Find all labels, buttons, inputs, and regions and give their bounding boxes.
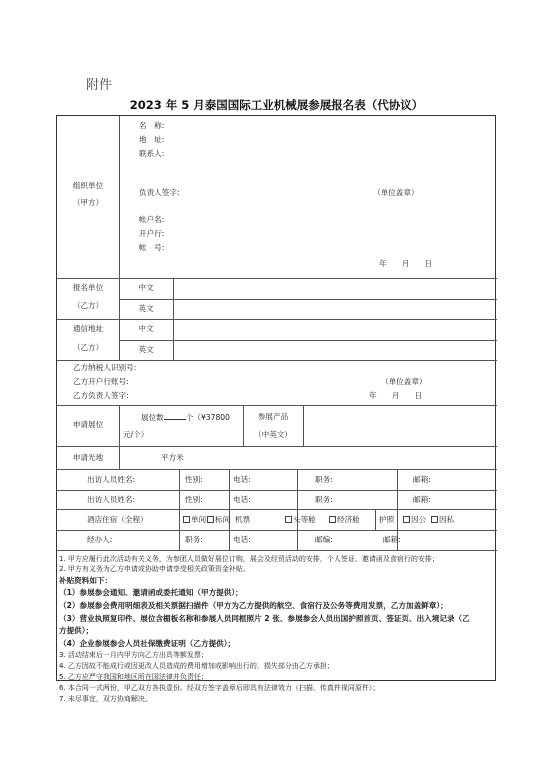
hotel-label: 酒店住宿（全程） xyxy=(87,515,148,524)
party-b-seal: （单位盖章） xyxy=(381,377,427,386)
addr-en-label: 英文 xyxy=(138,345,154,354)
term-3: 3. 活动结束后一月内甲方向乙方出具等额发票； xyxy=(59,651,208,659)
handler-position[interactable]: 职务: xyxy=(185,535,203,544)
visitor-1-phone[interactable]: 电话: xyxy=(233,475,251,484)
visitor-2-email[interactable]: 邮箱: xyxy=(413,495,431,504)
single-room-option[interactable] xyxy=(183,516,206,525)
party-b-bank-field[interactable]: 乙方开户行账号: xyxy=(73,377,129,386)
party-a-address-field[interactable]: 地 址: xyxy=(139,135,165,144)
bare-space-unit: 平方米 xyxy=(161,453,184,462)
party-b-signer-field[interactable]: 乙方负责人签字: xyxy=(73,391,129,400)
form-title: 2023 年 5 月泰国国际工业机械展参展报名表（代协议） xyxy=(129,98,424,112)
party-b-reg-label: 报名单位 xyxy=(72,283,104,292)
booth-count-blank[interactable] xyxy=(164,413,186,420)
visitor-2-name[interactable]: 出访人员姓名: xyxy=(87,495,136,504)
party-a-role: （甲方） xyxy=(72,198,104,207)
subsidy-heading: 补贴资料如下： xyxy=(59,576,113,585)
registration-form-table xyxy=(56,115,496,703)
public-passport-checkbox[interactable] xyxy=(403,516,410,523)
party-b-tax-id-field[interactable]: 乙方纳税人识别号: xyxy=(73,363,137,372)
visitor-2-position[interactable]: 职务: xyxy=(315,495,333,504)
passport-label: 护照 xyxy=(379,515,395,524)
booth-count-prefix: 展位数 xyxy=(141,413,164,422)
visitor-1-name[interactable]: 出访人员姓名: xyxy=(87,475,136,484)
standard-room-option[interactable] xyxy=(207,516,230,525)
visitor-1-gender[interactable]: 性别: xyxy=(185,475,203,484)
attachment-label: 附件 xyxy=(86,78,113,93)
standard-room-label: 标间 xyxy=(215,515,231,524)
subsidy-item-1: （1）参展参会通知、邀请函或委托通知（甲方提供）； xyxy=(59,588,243,597)
party-a-seal: （单位盖章） xyxy=(373,188,419,197)
ticket-label: 机票 xyxy=(235,515,251,524)
term-4: 4. 乙方因故不能成行或因更改人员造成的费用增加或影响出行的，损失部分由乙方承担； xyxy=(59,662,334,670)
subsidy-item-3: （3）营业执照复印件、展位含楣板名称和参展人员同框照片 2 张、参展参会人员出国护照首页、签证页、出入境记录（乙 xyxy=(59,614,470,623)
reg-zh-label: 中文 xyxy=(138,283,154,292)
handler-field[interactable]: 经办人: xyxy=(87,535,113,544)
party-a-signer-field[interactable]: 负责人签字: xyxy=(139,188,180,197)
addr-zh-label: 中文 xyxy=(138,324,154,333)
handler-postcode[interactable]: 邮编: xyxy=(315,535,333,544)
private-passport-checkbox[interactable] xyxy=(431,516,438,523)
private-passport-label: 因私 xyxy=(439,515,455,524)
booth-count-field[interactable] xyxy=(141,413,230,423)
party-a-date[interactable]: 年 月 日 xyxy=(379,259,433,268)
visitor-1-position[interactable]: 职务: xyxy=(315,475,333,484)
public-passport-option[interactable] xyxy=(403,516,426,525)
party-a-label: 组织单位 xyxy=(72,181,104,190)
term-5: 5. 乙方应严守我国和地区所在国法律并负责任； xyxy=(59,673,208,681)
bare-space-label: 申请光地 xyxy=(72,453,104,462)
economy-option[interactable] xyxy=(329,516,360,525)
economy-checkbox[interactable] xyxy=(329,516,336,523)
subsidy-item-3-cont: 方提供）； xyxy=(59,626,94,635)
handler-phone[interactable]: 电话: xyxy=(233,535,251,544)
party-b-addr-role: （乙方） xyxy=(72,343,104,352)
term-2: 2. 甲方有义务为乙方申请或协助申请享受相关政策资金补贴。 xyxy=(59,565,250,573)
visitor-2-phone[interactable]: 电话: xyxy=(233,495,251,504)
standard-room-checkbox[interactable] xyxy=(207,516,214,523)
handler-email[interactable]: 邮箱: xyxy=(383,535,401,544)
visitor-1-email[interactable]: 邮箱: xyxy=(413,475,431,484)
private-passport-option[interactable] xyxy=(431,516,454,525)
reg-en-label: 英文 xyxy=(138,304,154,313)
party-b-date[interactable]: 年 月 日 xyxy=(369,391,423,400)
party-b-reg-role: （乙方） xyxy=(72,301,104,310)
public-passport-label: 因公 xyxy=(411,515,427,524)
booth-label: 申请展位 xyxy=(72,420,104,429)
first-class-checkbox[interactable] xyxy=(285,516,292,523)
booth-count-suffix: 个（¥37800 xyxy=(185,413,230,422)
first-class-label: 头等舱 xyxy=(293,515,316,524)
party-a-account-no-field[interactable]: 帐 号: xyxy=(139,243,165,252)
products-label: 参展产品 xyxy=(257,412,289,421)
subsidy-item-2: （2）参展参会费用明细表及相关票据扫描件（甲方为乙方提供的航空、食宿行及公务等费用发票，乙方加盖鲜章）； xyxy=(59,601,448,610)
single-room-label: 单间 xyxy=(191,515,207,524)
party-a-name-field[interactable]: 名 称: xyxy=(139,121,165,130)
visitor-2-gender[interactable]: 性别: xyxy=(185,495,203,504)
booth-price-unit: 元/个） xyxy=(123,430,149,439)
single-room-checkbox[interactable] xyxy=(183,516,190,523)
first-class-option[interactable] xyxy=(285,516,316,525)
party-a-contact-field[interactable]: 联系人: xyxy=(139,149,165,158)
economy-label: 经济舱 xyxy=(337,515,360,524)
products-lang: （中英文） xyxy=(254,430,292,439)
party-a-bank-field[interactable]: 开户行: xyxy=(139,229,165,238)
subsidy-item-4: （4）企业参展参会人员社保缴费证明（乙方提供）； xyxy=(59,639,236,648)
term-6: 6. 本合同一式两份，甲乙双方各执壹份。经双方签字盖章后即具有法律效力（扫描、传真件视同原件）； xyxy=(59,684,380,692)
party-b-addr-label: 通信地址 xyxy=(72,324,104,333)
party-a-account-name-field[interactable]: 帐户名: xyxy=(139,215,165,224)
term-7: 7. 未尽事宜，双方协商解决。 xyxy=(59,695,152,703)
term-1: 1. 甲方应履行此次活动有关义务，为参团人员做好展位订购，展会及经贸活动的安排，个人签证、邀请函及食宿行的安排； xyxy=(59,555,439,563)
